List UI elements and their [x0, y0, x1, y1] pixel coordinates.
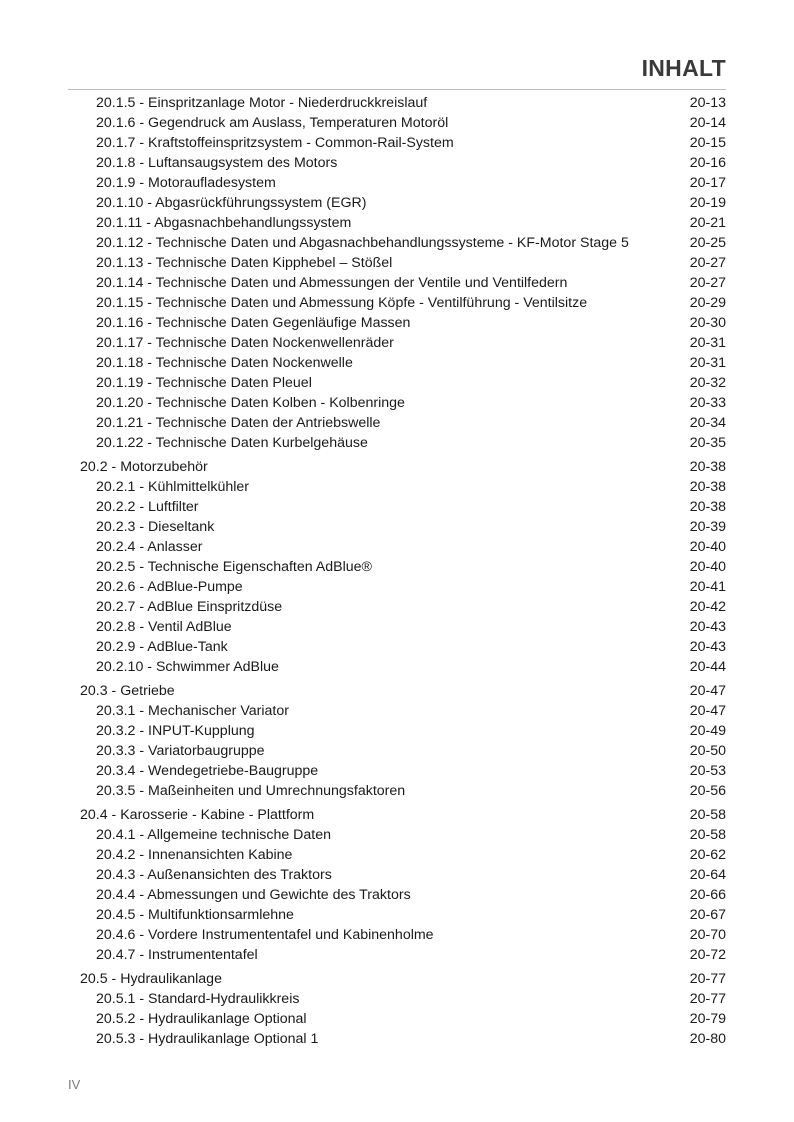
- toc-entry[interactable]: [80, 617, 726, 637]
- toc-entry-page: 20-38: [689, 479, 726, 495]
- toc-entry-page: 20-42: [689, 599, 726, 615]
- toc-entry-page: 20-31: [689, 355, 726, 371]
- toc-entry[interactable]: [80, 761, 726, 781]
- toc-entry-label: 20.1.10 - Abgasrückführungssystem (EGR): [96, 195, 367, 211]
- toc-entry[interactable]: [80, 1009, 726, 1029]
- toc-entry[interactable]: [80, 577, 726, 597]
- toc-entry-page: 20-58: [689, 827, 726, 843]
- toc-entry-label: 20.3.1 - Mechanischer Variator: [96, 703, 289, 719]
- toc-entry-label: 20.5.3 - Hydraulikanlage Optional 1: [96, 1031, 319, 1047]
- toc-entry[interactable]: [80, 945, 726, 965]
- toc-entry[interactable]: [80, 213, 726, 233]
- toc-entry-page: 20-33: [689, 395, 726, 411]
- toc-entry-label: 20.2.10 - Schwimmer AdBlue: [96, 659, 279, 675]
- toc-entry[interactable]: [80, 637, 726, 657]
- toc-entry-label: 20.3 - Getriebe: [80, 683, 175, 699]
- toc-entry[interactable]: [80, 885, 726, 905]
- toc-entry-label: 20.1.6 - Gegendruck am Auslass, Temperaturen Motoröl: [96, 115, 449, 131]
- toc-entry[interactable]: [80, 657, 726, 677]
- toc-entry[interactable]: [80, 905, 726, 925]
- toc-entry-page: 20-79: [689, 1011, 726, 1027]
- toc-entry-label: 20.1.7 - Kraftstoffeinspritzsystem - Common-Rail-System: [96, 135, 454, 151]
- toc-entry-page: 20-50: [689, 743, 726, 759]
- toc-entry-page: 20-43: [689, 639, 726, 655]
- toc-entry-label: 20.1.18 - Technische Daten Nockenwelle: [96, 355, 353, 371]
- toc-entry[interactable]: [80, 93, 726, 113]
- toc-entry[interactable]: [80, 701, 726, 721]
- toc-entry-page: 20-64: [689, 867, 726, 883]
- footer-page-number: IV: [68, 1077, 81, 1092]
- toc-entry-label: 20.2.7 - AdBlue Einspritzdüse: [96, 599, 283, 615]
- toc-entry[interactable]: [80, 173, 726, 193]
- toc-entry-label: 20.4.3 - Außenansichten des Traktors: [96, 867, 332, 883]
- toc-section-entry[interactable]: [80, 457, 726, 477]
- toc-entry-label: 20.1.12 - Technische Daten und Abgasnachbehandlungssysteme - KF-Motor Stage 5: [96, 235, 629, 251]
- toc-entry-label: 20.2.3 - Dieseltank: [96, 519, 215, 535]
- toc-entry[interactable]: [80, 293, 726, 313]
- toc-entry-page: 20-70: [689, 927, 726, 943]
- toc-entry-page: 20-49: [689, 723, 726, 739]
- toc-entry[interactable]: [80, 1029, 726, 1049]
- toc-entry-label: 20.3.2 - INPUT-Kupplung: [96, 723, 255, 739]
- toc-entry-page: 20-66: [689, 887, 726, 903]
- toc-entry[interactable]: [80, 333, 726, 353]
- toc-entry-label: 20.3.5 - Maßeinheiten und Umrechnungsfaktoren: [96, 783, 406, 799]
- toc-entry[interactable]: [80, 273, 726, 293]
- toc-entry[interactable]: [80, 153, 726, 173]
- toc-entry-label: 20.4.6 - Vordere Instrumententafel und Kabinenholme: [96, 927, 434, 943]
- toc-entry-label: 20.2.1 - Kühlmittelkühler: [96, 479, 249, 495]
- toc-entry-page: 20-40: [689, 539, 726, 555]
- toc-entry-page: 20-13: [689, 95, 726, 111]
- toc-entry-label: 20.1.19 - Technische Daten Pleuel: [96, 375, 312, 391]
- toc-entry-page: 20-35: [689, 435, 726, 451]
- toc-entry-page: 20-15: [689, 135, 726, 151]
- toc-entry-page: 20-29: [689, 295, 726, 311]
- toc-entry[interactable]: [80, 865, 726, 885]
- toc-entry-label: 20.4.7 - Instrumententafel: [96, 947, 258, 963]
- toc-entry-label: 20.1.22 - Technische Daten Kurbelgehäuse: [96, 435, 368, 451]
- toc-entry-label: 20.4.1 - Allgemeine technische Daten: [96, 827, 332, 843]
- toc-entry-page: 20-72: [689, 947, 726, 963]
- toc-entry-page: 20-27: [689, 275, 726, 291]
- toc-entry-label: 20.2.9 - AdBlue-Tank: [96, 639, 228, 655]
- toc-entry-page: 20-39: [689, 519, 726, 535]
- toc-entry-page: 20-30: [689, 315, 726, 331]
- toc-section-entry[interactable]: [80, 681, 726, 701]
- toc-entry-page: 20-38: [689, 499, 726, 515]
- toc-entry[interactable]: [80, 133, 726, 153]
- toc-entry-label: 20.1.16 - Technische Daten Gegenläufige Massen: [96, 315, 411, 331]
- toc-entry[interactable]: [80, 537, 726, 557]
- toc-entry-page: 20-67: [689, 907, 726, 923]
- toc-entry[interactable]: [80, 233, 726, 253]
- toc-entry[interactable]: [80, 393, 726, 413]
- toc-entry-label: 20.1.13 - Technische Daten Kipphebel – Stößel: [96, 255, 393, 271]
- toc-entry-label: 20.2.4 - Anlasser: [96, 539, 203, 555]
- toc-entry-page: 20-43: [689, 619, 726, 635]
- toc-entry[interactable]: [80, 433, 726, 453]
- toc-entry[interactable]: [80, 517, 726, 537]
- toc-entry-page: 20-14: [689, 115, 726, 131]
- toc-entry-label: 20.2.6 - AdBlue-Pumpe: [96, 579, 243, 595]
- toc-entry[interactable]: [80, 113, 726, 133]
- toc-entry-label: 20.2.5 - Technische Eigenschaften AdBlue®: [96, 559, 372, 575]
- toc-entry[interactable]: [80, 989, 726, 1009]
- toc-entry-label: 20.2.8 - Ventil AdBlue: [96, 619, 232, 635]
- toc-entry-page: 20-77: [689, 991, 726, 1007]
- toc-entry-label: 20.5 - Hydraulikanlage: [80, 971, 222, 987]
- toc-entry[interactable]: [80, 497, 726, 517]
- toc-entry-label: 20.5.1 - Standard-Hydraulikkreis: [96, 991, 300, 1007]
- toc-section-entry[interactable]: [80, 805, 726, 825]
- table-of-contents: [80, 93, 726, 1049]
- toc-entry-label: 20.4 - Karosserie - Kabine - Plattform: [80, 807, 315, 823]
- toc-entry-label: 20.1.8 - Luftansaugsystem des Motors: [96, 155, 338, 171]
- toc-section-entry[interactable]: [80, 969, 726, 989]
- toc-entry-page: 20-17: [689, 175, 726, 191]
- toc-entry[interactable]: [80, 741, 726, 761]
- toc-entry[interactable]: [80, 353, 726, 373]
- toc-entry-page: 20-56: [689, 783, 726, 799]
- toc-entry-page: 20-41: [689, 579, 726, 595]
- toc-entry-label: 20.1.17 - Technische Daten Nockenwellenräder: [96, 335, 394, 351]
- toc-entry-page: 20-44: [689, 659, 726, 675]
- toc-entry-label: 20.3.3 - Variatorbaugruppe: [96, 743, 265, 759]
- toc-entry[interactable]: [80, 721, 726, 741]
- toc-entry-page: 20-58: [689, 807, 726, 823]
- toc-entry-page: 20-32: [689, 375, 726, 391]
- page-title: INHALT: [641, 55, 726, 81]
- header-divider: [68, 89, 726, 90]
- toc-entry[interactable]: [80, 781, 726, 801]
- toc-entry-label: 20.1.5 - Einspritzanlage Motor - Niederdruckkreislauf: [96, 95, 428, 111]
- toc-entry-page: 20-53: [689, 763, 726, 779]
- toc-entry-page: 20-25: [689, 235, 726, 251]
- toc-entry-page: 20-38: [689, 459, 726, 475]
- toc-entry-label: 20.2.2 - Luftfilter: [96, 499, 199, 515]
- toc-entry[interactable]: [80, 557, 726, 577]
- toc-entry[interactable]: [80, 477, 726, 497]
- toc-entry-page: 20-21: [689, 215, 726, 231]
- toc-entry-page: 20-47: [689, 683, 726, 699]
- toc-entry[interactable]: [80, 825, 726, 845]
- toc-entry[interactable]: [80, 193, 726, 213]
- toc-entry[interactable]: [80, 253, 726, 273]
- toc-entry-page: 20-77: [689, 971, 726, 987]
- toc-entry[interactable]: [80, 413, 726, 433]
- toc-entry-label: 20.1.20 - Technische Daten Kolben - Kolbenringe: [96, 395, 405, 411]
- toc-entry[interactable]: [80, 313, 726, 333]
- toc-entry-label: 20.4.2 - Innenansichten Kabine: [96, 847, 293, 863]
- toc-entry-label: 20.1.11 - Abgasnachbehandlungssystem: [96, 215, 352, 231]
- toc-entry-label: 20.1.14 - Technische Daten und Abmessungen der Ventile und Ventilfedern: [96, 275, 568, 291]
- toc-entry-label: 20.4.4 - Abmessungen und Gewichte des Traktors: [96, 887, 411, 903]
- toc-entry-label: 20.3.4 - Wendegetriebe-Baugruppe: [96, 763, 319, 779]
- toc-entry[interactable]: [80, 373, 726, 393]
- toc-entry-page: 20-27: [689, 255, 726, 271]
- toc-entry-label: 20.1.21 - Technische Daten der Antriebswelle: [96, 415, 381, 431]
- toc-entry-label: 20.5.2 - Hydraulikanlage Optional: [96, 1011, 307, 1027]
- toc-entry-page: 20-80: [689, 1031, 726, 1047]
- toc-entry-page: 20-34: [689, 415, 726, 431]
- toc-entry-page: 20-31: [689, 335, 726, 351]
- toc-entry-page: 20-16: [689, 155, 726, 171]
- toc-entry-label: 20.2 - Motorzubehör: [80, 459, 208, 475]
- toc-entry[interactable]: [80, 597, 726, 617]
- toc-entry-label: 20.4.5 - Multifunktionsarmlehne: [96, 907, 294, 923]
- toc-entry-label: 20.1.9 - Motoraufladesystem: [96, 175, 276, 191]
- toc-entry[interactable]: [80, 925, 726, 945]
- toc-entry[interactable]: [80, 845, 726, 865]
- toc-entry-page: 20-40: [689, 559, 726, 575]
- toc-entry-page: 20-19: [689, 195, 726, 211]
- toc-entry-label: 20.1.15 - Technische Daten und Abmessung Köpfe - Ventilführung - Ventilsitze: [96, 295, 588, 311]
- toc-entry-page: 20-62: [689, 847, 726, 863]
- toc-entry-page: 20-47: [689, 703, 726, 719]
